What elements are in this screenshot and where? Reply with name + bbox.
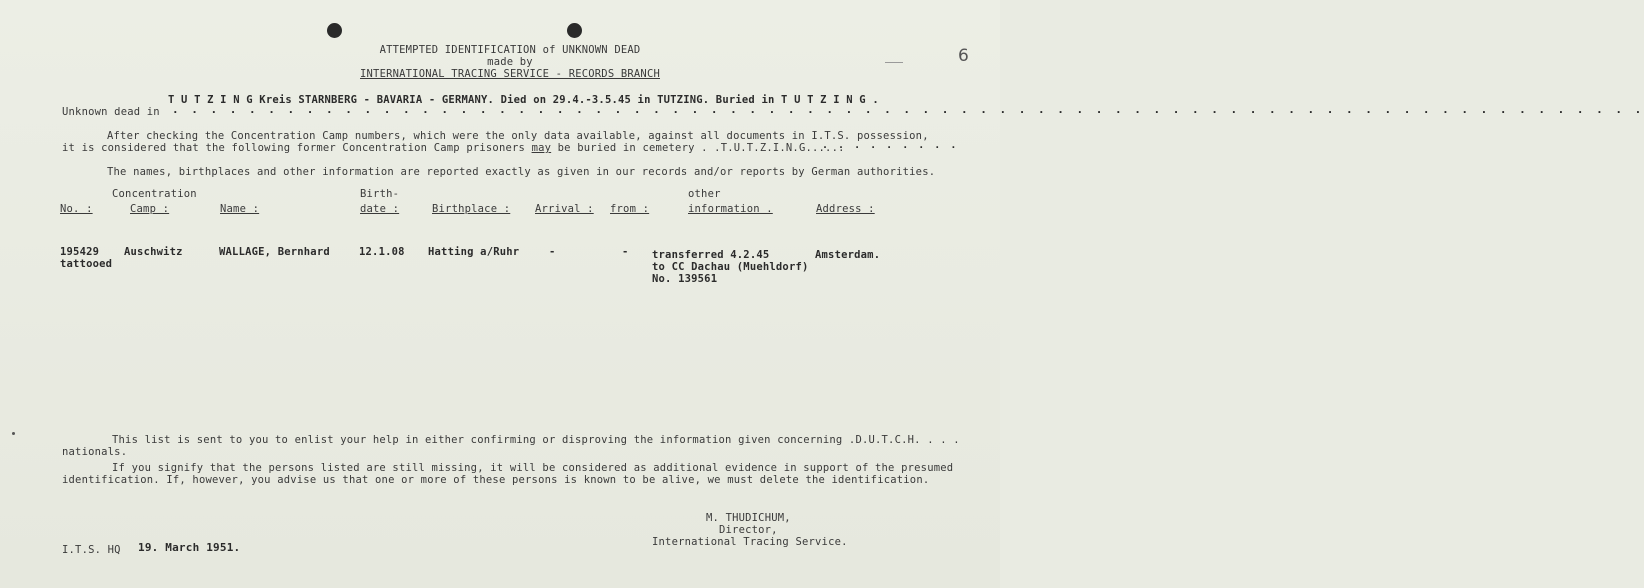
paragraph-1-line-2: it is considered that the following former Concentration Camp prisoners may be buried in cemetery . .T.U.T.Z.I.N.G...... [62, 142, 845, 154]
header-other: other [688, 188, 721, 200]
document-page: ATTEMPTED IDENTIFICATION of UNKNOWN DEAD made by INTERNATIONAL TRACING SERVICE - RECORDS BRANCH 6 T U T Z I N G Kreis STARNBERG - BAVARIA - GERMANY. Died on 29.4.-3.5.45 in TUTZING. Buried in T U T Z I N G . Unknown dead in . . . . . . . . . . . . . . . . . . . . . . . . . . . . . . . . . . . . . . . . . . . . . . . . . . . . . . . . . . . . . . . . . . . . . . . . . . . . . After checking the Concentration Camp numbers, which were the only data available, against all documents in I.T.S. possession, it is considered that the following former Concentration Camp prisoners may be buried in cemetery . .T.U.T.Z.I.N.G...... . . . . . . . . . The names, birthplaces and other information are reported exactly as given in our records and/or reports by German authorities. Concentration Birth- other No. : Camp : Name : date : Birthplace : Arrival : from : information . Address : 195429 tattooed Auschwitz WALLAGE, Bernhard 12.1.08 Hatting a/Ruhr - - transferred 4.2.45 to CC Dachau (Muehldorf) No. 139561 Amsterdam. This list is sent to you to enlist your help in either confirming or disproving the information given concerning .D.U.T.C.H. . . . nationals. If you signify that the persons listed are still missing, it will be considered as additional evidence in support of the presumed identification. If, however, you advise us that one or more of these persons is known to be alive, we must delete the identification. M. THUDICHUM, Director, International Tracing Service. I.T.S. HQ 19. March 1951. [0, 0, 1000, 588]
row-other-1: transferred 4.2.45 [652, 249, 770, 261]
unknown-dead-label: Unknown dead in [62, 106, 160, 118]
row-other-2: to CC Dachau (Muehldorf) [652, 261, 809, 273]
issuing-organization: INTERNATIONAL TRACING SERVICE - RECORDS BRANCH [360, 68, 660, 80]
closing-line-1: This list is sent to you to enlist your help in either confirming or disproving the information given concerning .D.U.T.C.H. . . . [112, 434, 960, 446]
paragraph-2: The names, birthplaces and other information are reported exactly as given in our records and/or reports by German authorities. [107, 166, 936, 178]
signatory-name: M. THUDICHUM, [706, 512, 791, 524]
header-no: No. : [60, 203, 93, 215]
its-hq-label: I.T.S. HQ [62, 544, 121, 556]
punch-hole-left [327, 23, 342, 38]
header-concentration: Concentration [112, 188, 197, 200]
row-prisoner-number: 195429 [60, 246, 100, 258]
signatory-organization: International Tracing Service. [652, 536, 848, 548]
document-title: ATTEMPTED IDENTIFICATION of UNKNOWN DEAD [379, 44, 641, 56]
row-other-3: No. 139561 [652, 273, 718, 285]
header-birthdate: date : [360, 203, 400, 215]
punch-hole-right [567, 23, 582, 38]
row-tattooed: tattooed [60, 258, 113, 270]
pencil-mark [885, 62, 903, 63]
row-arrival: - [549, 246, 556, 258]
row-from: - [622, 246, 629, 258]
paragraph-1-line-1: After checking the Concentration Camp numbers, which were the only data available, against all documents in I.T.S. possession, [107, 130, 929, 142]
closing-line-2: nationals. [62, 446, 128, 458]
header-from: from : [610, 203, 650, 215]
margin-dot [12, 432, 15, 435]
header-birth: Birth- [360, 188, 400, 200]
row-birthplace: Hatting a/Ruhr [428, 246, 520, 258]
signatory-title: Director, [719, 524, 778, 536]
row-name: WALLAGE, Bernhard [219, 246, 330, 258]
page-number: 6 [958, 46, 970, 66]
row-address: Amsterdam. [815, 249, 881, 261]
header-name: Name : [220, 203, 260, 215]
row-birthdate: 12.1.08 [359, 246, 405, 258]
closing-line-4: identification. If, however, you advise us that one or more of these persons is known to be alive, we must delete the identification. [62, 474, 930, 486]
header-camp: Camp : [130, 203, 170, 215]
header-other-information: information . [688, 203, 773, 215]
burial-location-text: T U T Z I N G Kreis STARNBERG - BAVARIA - GERMANY. Died on 29.4.-3.5.45 in TUTZING. Buried in T U T Z I N G . [168, 94, 879, 106]
closing-line-3: If you signify that the persons listed are still missing, it will be considered as additional evidence in support of the presumed [112, 462, 954, 474]
header-birthplace: Birthplace : [432, 203, 511, 215]
made-by: made by [487, 56, 533, 68]
document-date: 19. March 1951. [138, 541, 241, 554]
header-arrival: Arrival : [535, 203, 594, 215]
row-camp: Auschwitz [124, 246, 183, 258]
header-address: Address : [816, 203, 875, 215]
